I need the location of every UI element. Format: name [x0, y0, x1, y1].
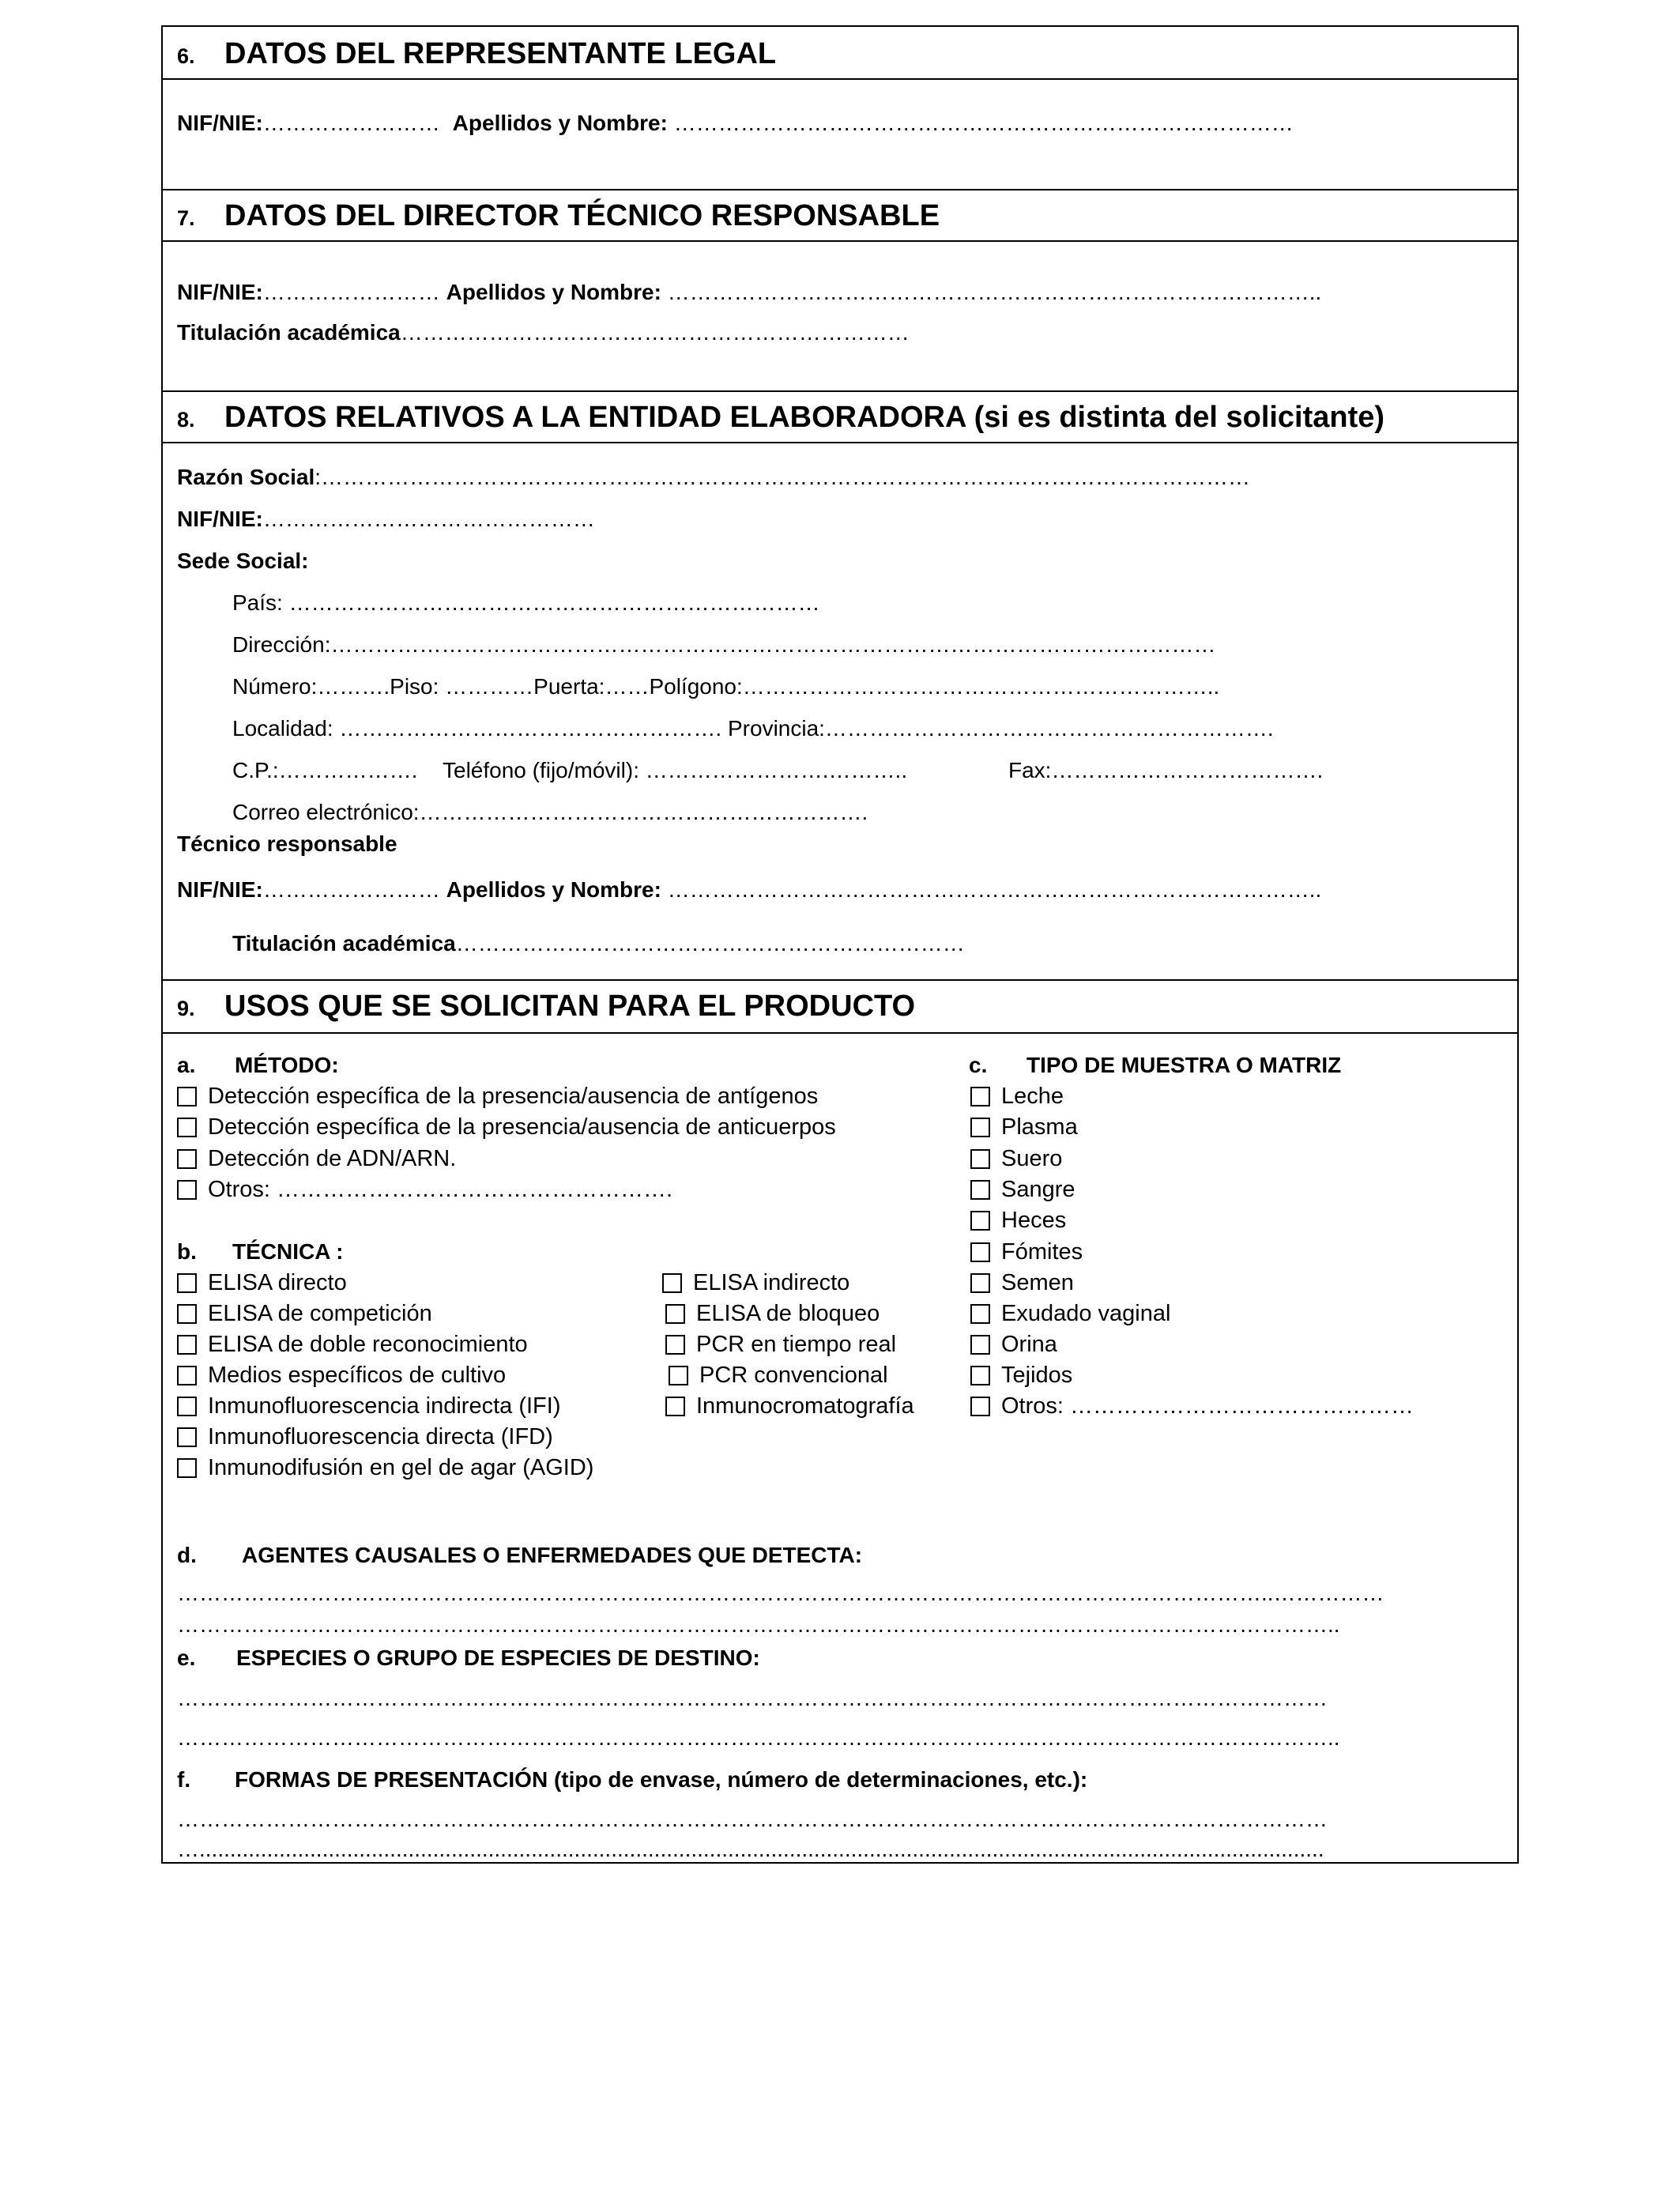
especies-line-1[interactable]: …………………………………………………………………………………………………………………………………………	[177, 1686, 1328, 1710]
divider	[163, 78, 1517, 80]
muestra-option[interactable]	[970, 1178, 1075, 1201]
section-9-title: USOS QUE SE SOLICITAN PARA EL PRODUCTO	[224, 990, 916, 1023]
muestra-option[interactable]	[970, 1209, 1066, 1232]
checkbox[interactable]	[970, 1273, 990, 1293]
muestra-option-label: Semen	[1001, 1270, 1074, 1295]
presentacion-title: FORMAS DE PRESENTACIÓN (tipo de envase, número de determinaciones, etc.):	[235, 1767, 1088, 1792]
checkbox[interactable]	[970, 1211, 990, 1231]
divider	[163, 189, 1517, 190]
metodo-heading	[177, 1054, 339, 1076]
section-6-header	[177, 39, 776, 69]
tecnica-option-label: Inmunofluorescencia indirecta (IFI)	[208, 1393, 561, 1419]
especies-title: ESPECIES O GRUPO DE ESPECIES DE DESTINO:	[236, 1646, 760, 1670]
section-6-number: 6.	[177, 44, 195, 68]
presentacion-heading	[177, 1769, 1087, 1791]
tecnica-option[interactable]	[177, 1272, 347, 1295]
metodo-option-label: Detección de ADN/ARN.	[208, 1146, 457, 1171]
nif-field[interactable]: ……………………	[262, 280, 446, 304]
name-label: Apellidos y Nombre:	[446, 280, 661, 304]
divider	[163, 979, 1517, 981]
tecnica-letter: b.	[177, 1239, 197, 1264]
tecnica-option[interactable]	[177, 1395, 560, 1418]
fax-field[interactable]: Fax:……………………………….	[1008, 758, 1324, 782]
tecnica-option-label: ELISA indirecto	[693, 1270, 850, 1295]
especies-letter: e.	[177, 1646, 196, 1670]
muestra-option[interactable]	[970, 1241, 1083, 1264]
checkbox[interactable]	[177, 1366, 197, 1385]
titulacion-field[interactable]: ……………………………………………………………	[455, 931, 965, 956]
section-9-header	[177, 991, 915, 1021]
checkbox[interactable]	[177, 1335, 197, 1355]
metodo-option-label: Detección específica de la presencia/ausencia de antígenos	[208, 1084, 819, 1109]
razon-social-field[interactable]: :………………………………………………………………………………………………………………	[315, 465, 1251, 489]
muestra-option-label: Suero	[1001, 1146, 1063, 1171]
nif-label: NIF/NIE:	[177, 507, 263, 531]
muestra-option-label: Heces	[1001, 1208, 1067, 1233]
checkbox[interactable]	[970, 1304, 990, 1324]
checkbox[interactable]	[177, 1427, 197, 1447]
muestra-option-label: Exudado vaginal	[1001, 1301, 1171, 1326]
section-8-title: DATOS RELATIVOS A LA ENTIDAD ELABORADORA	[224, 401, 966, 434]
tecnica-option-label: Inmunocromatografía	[696, 1393, 914, 1419]
tecnica-option[interactable]	[177, 1364, 506, 1387]
checkbox[interactable]	[669, 1366, 688, 1385]
tecnico-nif-row	[177, 879, 1321, 901]
section-8-header	[177, 402, 1384, 432]
nif-label: NIF/NIE:	[177, 877, 263, 902]
checkbox[interactable]	[970, 1366, 990, 1385]
tecnica-option[interactable]	[177, 1333, 528, 1356]
checkbox[interactable]	[177, 1149, 197, 1169]
direccion-field[interactable]: Dirección:…………………………………………………………………………………………………………	[232, 632, 1216, 657]
agentes-line-1[interactable]: …………………………………………………………………………………………………………………………………..……………	[177, 1581, 1384, 1605]
agentes-letter: d.	[177, 1543, 197, 1567]
nif-label: NIF/NIE:	[177, 280, 263, 304]
titulacion-label: Titulación académica	[177, 320, 401, 345]
checkbox[interactable]	[970, 1242, 990, 1262]
section-9-number: 9.	[177, 997, 195, 1020]
telefono-field[interactable]: Teléfono (fijo/móvil): …………………….………..	[443, 758, 908, 782]
section-7-number: 7.	[177, 206, 195, 230]
muestra-heading	[969, 1054, 1341, 1076]
section-7-header	[177, 201, 940, 231]
entity-nif-row	[177, 508, 595, 530]
metodo-letter: a.	[177, 1053, 196, 1077]
titulacion-label: Titulación académica	[232, 931, 456, 956]
muestra-option[interactable]	[970, 1302, 1170, 1325]
checkbox[interactable]	[177, 1397, 197, 1416]
agentes-heading	[177, 1544, 862, 1566]
correo-field[interactable]: Correo electrónico:…………………………………………………….	[232, 800, 868, 824]
muestra-option-label: Orina	[1001, 1332, 1057, 1357]
checkbox[interactable]	[665, 1335, 685, 1355]
tecnica-title: TÉCNICA :	[232, 1239, 344, 1264]
name-label: Apellidos y Nombre:	[452, 111, 668, 135]
tecnica-option[interactable]	[665, 1395, 914, 1418]
tecnica-option-label: PCR convencional	[699, 1363, 888, 1388]
tecnica-heading	[177, 1241, 344, 1263]
application-form	[161, 25, 1519, 1864]
sede-social-label: Sede Social:	[177, 548, 309, 573]
metodo-option-label: Detección específica de la presencia/ausencia de anticuerpos	[208, 1114, 836, 1140]
nif-field[interactable]: ………………………………………	[262, 507, 595, 531]
name-field[interactable]: ……………………………………………………………………………..	[661, 877, 1322, 902]
localidad-provincia-field[interactable]: Localidad: ……………………………………………. Provincia:…………………………………………………….	[232, 716, 1274, 741]
checkbox[interactable]	[177, 1118, 197, 1137]
tecnica-option[interactable]	[665, 1333, 896, 1356]
agentes-line-2[interactable]: …………………………………………………………………………………………………………………………………………..	[177, 1612, 1340, 1637]
metodo-option[interactable]	[177, 1085, 818, 1108]
checkbox[interactable]	[177, 1180, 197, 1200]
tecnica-option[interactable]	[662, 1272, 849, 1295]
muestra-option[interactable]	[970, 1116, 1078, 1139]
nif-label: NIF/NIE:	[177, 111, 263, 135]
muestra-option[interactable]	[970, 1395, 1414, 1418]
metodo-option[interactable]	[177, 1148, 456, 1171]
metodo-title: MÉTODO:	[235, 1053, 339, 1077]
metodo-option[interactable]	[177, 1178, 672, 1201]
tecnica-option[interactable]	[177, 1457, 593, 1480]
legal-rep-nif-row	[177, 112, 1294, 134]
checkbox[interactable]	[970, 1149, 990, 1169]
muestra-option[interactable]	[970, 1085, 1064, 1108]
muestra-option[interactable]	[970, 1272, 1074, 1295]
muestra-option-label: Tejidos	[1001, 1363, 1073, 1388]
muestra-option[interactable]	[970, 1148, 1062, 1171]
muestra-option-label: Plasma	[1001, 1114, 1078, 1140]
tecnica-option-label: Medios específicos de cultivo	[208, 1363, 507, 1388]
nif-field[interactable]: ……………………	[262, 877, 446, 902]
name-field[interactable]: ……………………………………………………………………………..	[661, 280, 1322, 304]
presentacion-line-2[interactable]: ….......................................................................................................................................................................................	[177, 1837, 1324, 1861]
metodo-option[interactable]	[177, 1116, 836, 1139]
checkbox[interactable]	[177, 1273, 197, 1293]
checkbox[interactable]	[970, 1397, 990, 1416]
agentes-title: AGENTES CAUSALES O ENFERMEDADES QUE DETECTA:	[242, 1543, 863, 1567]
muestra-option-label: Fómites	[1001, 1239, 1083, 1265]
muestra-option[interactable]	[970, 1364, 1072, 1387]
name-label: Apellidos y Nombre:	[446, 877, 661, 902]
tecnica-option-label: ELISA directo	[208, 1270, 347, 1295]
checkbox[interactable]	[970, 1087, 990, 1106]
section-8-title-suffix: (si es distinta del solicitante)	[966, 401, 1385, 434]
divider	[163, 390, 1517, 392]
muestra-title: TIPO DE MUESTRA O MATRIZ	[1026, 1053, 1342, 1077]
tecnica-option[interactable]	[177, 1302, 432, 1325]
presentacion-line-1[interactable]: …………………………………………………………………………………………………………………………………………	[177, 1807, 1328, 1831]
checkbox[interactable]	[970, 1335, 990, 1355]
tecnica-option[interactable]	[177, 1426, 553, 1449]
tecnico-titulacion-row	[232, 933, 965, 955]
metodo-option-label: Otros: …………………………………………….	[208, 1177, 673, 1202]
name-field[interactable]: …………………………………………………………………………	[667, 111, 1294, 135]
tecnica-option-label: Inmunodifusión en gel de agar (AGID)	[208, 1455, 594, 1480]
section-8-number: 8.	[177, 408, 195, 432]
numero-piso-puerta-poligono-field[interactable]: Número:……….Piso: …………Puerta:……Polígono:………………………………………………………..	[232, 674, 1220, 699]
nif-field[interactable]: ……………………	[262, 111, 446, 135]
section-6-title: DATOS DEL REPRESENTANTE LEGAL	[224, 37, 777, 70]
checkbox[interactable]	[662, 1273, 682, 1293]
razon-social-label: Razón Social	[177, 465, 315, 489]
tecnica-option-label: PCR en tiempo real	[696, 1332, 897, 1357]
checkbox[interactable]	[970, 1118, 990, 1137]
checkbox[interactable]	[665, 1397, 685, 1416]
checkbox[interactable]	[177, 1087, 197, 1106]
cp-field[interactable]: C.P.:……………….	[232, 758, 418, 782]
tecnica-option[interactable]	[669, 1364, 888, 1387]
muestra-letter: c.	[969, 1053, 988, 1077]
especies-heading	[177, 1647, 760, 1669]
tecnica-option-label: Inmunofluorescencia directa (IFD)	[208, 1424, 553, 1449]
tecnica-option[interactable]	[665, 1302, 880, 1325]
divider	[163, 1032, 1517, 1034]
section-7-title: DATOS DEL DIRECTOR TÉCNICO RESPONSABLE	[224, 199, 940, 232]
especies-line-2[interactable]: …………………………………………………………………………………………………………………………………………..	[177, 1725, 1340, 1750]
divider	[163, 240, 1517, 242]
checkbox[interactable]	[177, 1304, 197, 1324]
checkbox[interactable]	[177, 1458, 197, 1478]
director-titulacion-row	[177, 322, 910, 344]
checkbox[interactable]	[665, 1304, 685, 1324]
pais-field[interactable]: País: ………………………………………………………………	[232, 590, 820, 615]
tecnica-option-label: ELISA de doble reconocimiento	[208, 1332, 528, 1357]
checkbox[interactable]	[970, 1180, 990, 1200]
director-nif-row	[177, 281, 1321, 303]
muestra-option-label: Otros: ………………………………………	[1001, 1393, 1414, 1419]
tecnica-option-label: ELISA de competición	[208, 1301, 432, 1326]
titulacion-field[interactable]: ……………………………………………………………	[400, 320, 910, 345]
tecnica-option-label: ELISA de bloqueo	[696, 1301, 880, 1326]
muestra-option-label: Sangre	[1001, 1177, 1075, 1202]
presentacion-letter: f.	[177, 1767, 191, 1792]
muestra-option[interactable]	[970, 1333, 1057, 1356]
razon-social-row	[177, 466, 1250, 488]
muestra-option-label: Leche	[1001, 1084, 1064, 1109]
divider	[163, 442, 1517, 443]
tecnico-responsable-label: Técnico responsable	[177, 831, 397, 856]
